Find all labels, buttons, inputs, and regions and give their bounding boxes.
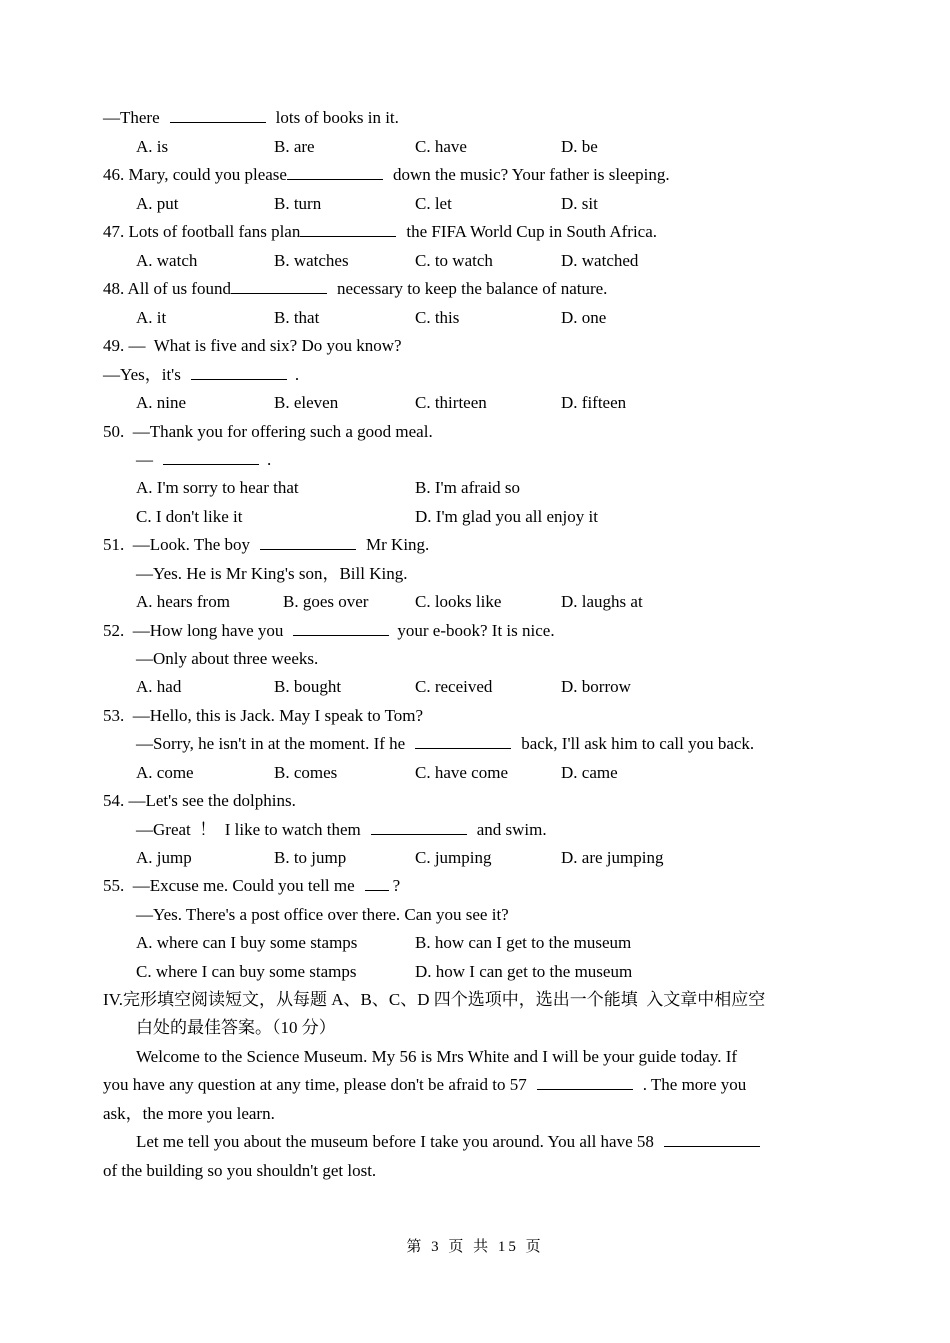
q54-option-c: C. jumping [415,848,492,867]
q51-option-b: B. goes over [283,592,369,611]
q47-option-d: D. watched [561,251,639,270]
q45-text-a: —There [103,108,160,127]
q46-text-a: 46. Mary, could you please [103,165,287,184]
q48-stem [103,279,607,299]
q45-option-a: A. is [136,137,169,156]
q52-option-a: A. had [136,677,182,696]
q49-reply-text: —Yes，it's [103,365,181,384]
section4-heading: IV.完形填空阅读短文，从每题 A、B、C、D 四个选项中，选出一个能填 入文章中相应空 [103,990,766,1009]
q49-blank [191,365,287,380]
q52-stem [103,621,555,641]
q50-option-b: B. I'm afraid so [415,478,521,497]
q50-blank [163,450,259,465]
q47-stem [103,222,657,242]
page-footer: 第 3 页 共 15 页 [406,1239,544,1255]
passage-p2-line1 [136,1132,764,1152]
q47-text-a: 47. Lots of football fans plan [103,222,301,241]
q54-blank [371,820,467,835]
q47-option-a: A. watch [136,251,198,270]
q54-reply-text-b: and swim. [476,820,547,839]
q48-option-b: B. that [274,308,320,327]
q51-option-d: D. laughs at [561,592,643,611]
passage-57-text-b: . The more you [642,1075,747,1094]
q49-stem: 49. — What is five and six? Do you know? [103,336,402,355]
q55-stem [103,876,400,896]
q54-option-a: A. jump [136,848,192,867]
q47-option-c: C. to watch [415,251,493,270]
q51-stem [103,535,429,555]
q51-option-a: A. hears from [136,592,230,611]
q52-reply: —Only about three weeks. [136,649,319,668]
q46-blank [287,165,383,180]
passage-57-text: you have any question at any time, please don't be afraid to 57 [103,1075,527,1094]
passage-p2-line2: of the building so you shouldn't get lost. [103,1161,377,1180]
q53-reply [136,734,754,754]
q53-blank [415,734,511,749]
q52-text-b: your e-book? It is nice. [397,621,555,640]
q53-option-b: B. comes [274,763,338,782]
q46-option-b: B. turn [274,194,322,213]
q50-reply-dash: — [136,450,153,469]
q55-option-c: C. where I can buy some stamps [136,962,357,981]
q48-option-c: C. this [415,308,460,327]
q48-text-b: necessary to keep the balance of nature. [336,279,608,298]
q45-option-c: C. have [415,137,467,156]
q46-stem [103,165,670,185]
q46-text-b: down the music? Your father is sleeping. [392,165,670,184]
q53-option-a: A. come [136,763,194,782]
q50-option-c: C. I don't like it [136,507,243,526]
q52-text-a: 52. —How long have you [103,621,284,640]
q53-option-c: C. have come [415,763,508,782]
q54-stem: 54. —Let's see the dolphins. [103,791,296,810]
q51-text-b: Mr King. [366,535,430,554]
q54-reply [136,820,547,840]
q49-option-c: C. thirteen [415,393,487,412]
q53-stem: 53. —Hello, this is Jack. May I speak to Tom? [103,706,424,725]
q49-option-a: A. nine [136,393,187,412]
q49-option-b: B. eleven [274,393,339,412]
q53-reply-text-a: —Sorry, he isn't in at the moment. If he [136,734,406,753]
q49-option-d: D. fifteen [561,393,627,412]
q48-option-a: A. it [136,308,167,327]
passage-58-text: Let me tell you about the museum before I take you around. You all have 58 [136,1132,654,1151]
q48-blank [231,279,327,294]
q45-option-b: B. are [274,137,315,156]
q50-stem: 50. —Thank you for offering such a good meal. [103,422,433,441]
q45-text-b: lots of books in it. [275,108,399,127]
q47-blank [300,222,396,237]
q45-blank [170,108,266,123]
q45-line [103,108,399,128]
q53-reply-text-b: back, I'll ask him to call you back. [521,734,755,753]
q55-text-a: 55. —Excuse me. Could you tell me [103,876,355,895]
q50-option-a: A. I'm sorry to hear that [136,478,299,497]
q55-option-a: A. where can I buy some stamps [136,933,358,952]
q48-text-a: 48. All of us found [103,279,231,298]
q47-text-b: the FIFA World Cup in South Africa. [406,222,658,241]
q52-option-d: D. borrow [561,677,631,696]
passage-p1-line2 [103,1075,746,1095]
q54-option-b: B. to jump [274,848,347,867]
q52-option-c: C. received [415,677,493,696]
q50-reply [136,450,271,470]
passage-p1-line3: ask，the more you learn. [103,1104,275,1123]
section4-heading-cont: 白处的最佳答案。（10 分） [136,1018,336,1037]
q46-option-a: A. put [136,194,179,213]
q55-option-d: D. how I can get to the museum [415,962,633,981]
q51-text-a: 51. —Look. The boy [103,535,251,554]
q55-reply: —Yes. There's a post office over there. Can you see it? [136,905,509,924]
q53-option-d: D. came [561,763,618,782]
q46-option-c: C. let [415,194,452,213]
q49-reply-end: . [294,365,300,384]
q47-option-b: B. watches [274,251,349,270]
q49-reply [103,365,299,385]
blank-57 [537,1075,633,1090]
q46-option-d: D. sit [561,194,598,213]
q54-reply-text-a: —Great ！ I like to watch them [136,820,361,839]
q55-blank [365,876,389,891]
q50-option-d: D. I'm glad you all enjoy it [415,507,598,526]
q45-option-d: D. be [561,137,598,156]
q50-reply-end: . [267,450,272,469]
q52-option-b: B. bought [274,677,342,696]
q55-option-b: B. how can I get to the museum [415,933,632,952]
q51-reply: —Yes. He is Mr King's son，Bill King. [136,564,408,583]
q54-option-d: D. are jumping [561,848,664,867]
blank-58 [664,1132,760,1147]
q48-option-d: D. one [561,308,607,327]
passage-p1-line1: Welcome to the Science Museum. My 56 is Mrs White and I will be your guide today. If [136,1047,738,1066]
q51-option-c: C. looks like [415,592,502,611]
q55-text-b: ? [392,876,401,895]
q52-blank [293,621,389,636]
q51-blank [260,535,356,550]
